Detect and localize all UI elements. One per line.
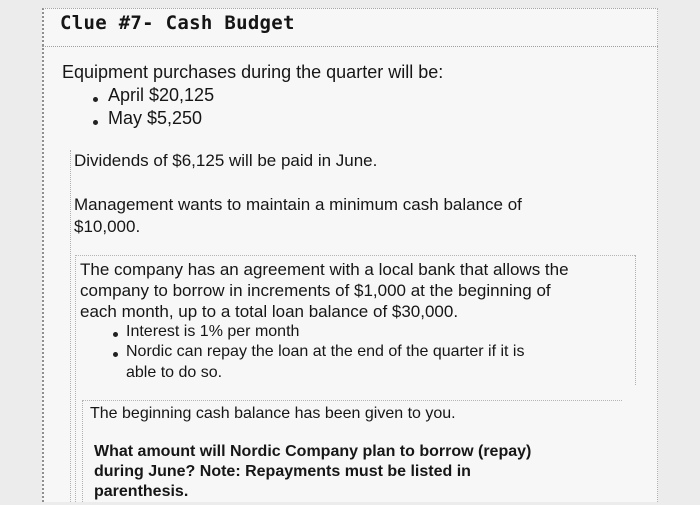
inner-box-right-2 [635, 255, 636, 385]
question-line1: What amount will Nordic Company plan to borrow (repay) [94, 443, 532, 460]
question-line3: parenthesis. [94, 483, 189, 500]
bullet-icon [113, 352, 118, 357]
equipment-intro: Equipment purchases during the quarter will be: [62, 62, 444, 82]
agreement-line1: The company has an agreement with a local bank that allows the [80, 260, 569, 279]
repay-text-line1: Nordic can repay the loan at the end of the quarter if it is [126, 343, 525, 360]
interest-text: Interest is 1% per month [126, 323, 300, 340]
inner-box-top-2 [75, 255, 635, 256]
agreement-line2: company to borrow in increments of $1,000 at the beginning of [80, 281, 551, 300]
equipment-item-april: April $20,125 [108, 85, 215, 105]
page-title: Clue #7- Cash Budget [60, 12, 295, 34]
equipment-item-may: May $5,250 [108, 108, 203, 128]
dividends-text: Dividends of $6,125 will be paid in June. [74, 151, 378, 170]
agreement-line3: each month, up to a total loan balance of $30,000. [80, 302, 459, 321]
bullet-icon [93, 97, 98, 102]
bullet-icon [93, 120, 98, 125]
inner-box-left-2 [75, 255, 76, 502]
beginning-balance-text: The beginning cash balance has been given to you. [90, 405, 456, 422]
min-balance-line1: Management wants to maintain a minimum cash balance of [74, 195, 522, 214]
title-divider [42, 46, 658, 47]
inner-box-top-3 [82, 400, 622, 401]
repay-text-line2: able to do so. [126, 364, 223, 381]
question-line2: during June? Note: Repayments must be listed in [94, 463, 471, 480]
inner-box-left-1 [70, 150, 71, 502]
min-balance-line2: $10,000. [74, 217, 141, 236]
bullet-icon [113, 332, 118, 337]
inner-box-left-3 [82, 400, 83, 502]
